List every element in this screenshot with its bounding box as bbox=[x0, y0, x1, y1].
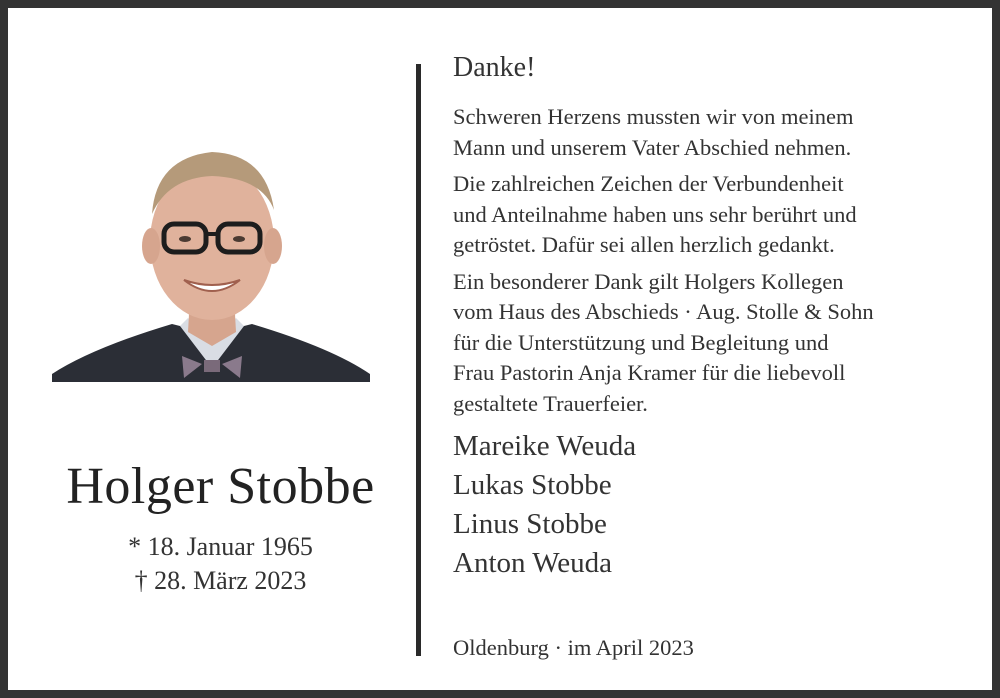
birth-date: * 18. Januar 1965 bbox=[128, 532, 313, 561]
place-and-date: Oldenburg · im April 2023 bbox=[453, 635, 694, 660]
signer-name: Linus Stobbe bbox=[453, 508, 607, 540]
message-heading: Danke! bbox=[453, 52, 536, 83]
signers-list bbox=[453, 427, 983, 583]
text-line: und Anteilnahme haben uns sehr berührt und bbox=[453, 201, 857, 227]
text-line: für die Unterstützung und Begleitung und bbox=[453, 329, 829, 355]
text-line: gestaltete Trauerfeier. bbox=[453, 390, 648, 416]
text-line: Mann und unserem Vater Abschied nehmen. bbox=[453, 134, 852, 160]
paragraph-1 bbox=[453, 102, 983, 163]
paragraph-2 bbox=[453, 169, 983, 261]
paragraph-3 bbox=[453, 267, 983, 420]
text-line: vom Haus des Abschieds · Aug. Stolle & Sohn bbox=[453, 299, 874, 324]
life-dates bbox=[38, 530, 403, 598]
portrait-photo bbox=[52, 128, 370, 382]
vertical-divider bbox=[416, 64, 421, 656]
text-line: Schweren Herzens mussten wir von meinem bbox=[453, 104, 854, 129]
text-line: Die zahlreichen Zeichen der Verbundenheit bbox=[453, 171, 844, 196]
deceased-name: Holger Stobbe bbox=[66, 458, 375, 515]
signer-name: Lukas Stobbe bbox=[453, 469, 612, 501]
message-block bbox=[453, 50, 983, 583]
signer-name: Anton Weuda bbox=[453, 547, 613, 579]
text-line: Ein besonderer Dank gilt Holgers Kollegen bbox=[453, 268, 844, 294]
signer-name: Mareike Weuda bbox=[453, 430, 637, 462]
text-line: getröstet. Dafür sei allen herzlich gedankt. bbox=[453, 232, 835, 257]
text-line: Frau Pastorin Anja Kramer für die liebevoll bbox=[453, 360, 846, 385]
death-date: † 28. März 2023 bbox=[134, 566, 307, 595]
